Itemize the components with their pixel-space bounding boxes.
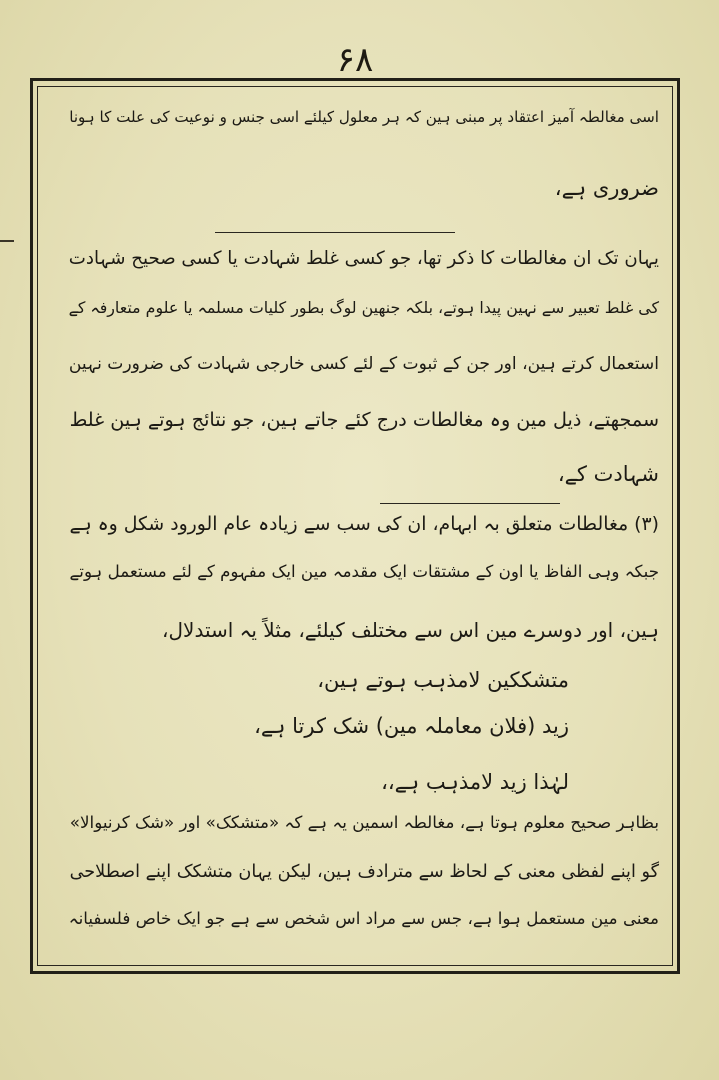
text-line: اسی مغالطہ آمیز اعتقاد پر مبنی ہین کہ ہر معلول کیلئے اسی جنس و نوعیت کی علت کا ہونا	[69, 108, 659, 126]
text-line: کی غلط تعبیر سے نہین پیدا ہوتے، بلکہ جنھین لوگ بطور کلیات مسلمہ یا علوم متعارفہ کے	[68, 298, 659, 317]
text-line: سمجھتے، ذیل مین وہ مغالطات درج کئے جاتے ہین، جو نتائج ہوتے ہین غلط	[69, 408, 659, 431]
text-line: جبکہ وہی الفاظ یا اون کے مشتقات ایک مقدمہ مین ایک مفہوم کے لئے مستعمل ہوتے	[69, 562, 659, 581]
text-line: یہان تک ان مغالطات کا ذکر تھا، جو کسی غلط شہادت یا کسی صحیح شہادت	[68, 248, 659, 269]
page-number: ۶۸	[336, 40, 374, 80]
text-line: استعمال کرتے ہین، اور جن کے ثبوت کے لئے کسی خارجی شہادت کی ضرورت نہین	[68, 354, 659, 374]
text-line: ہین، اور دوسرے مین اس سے مختلف کیلئے، مثلاً یہ استدلال،	[162, 618, 659, 642]
example-line: متشککین لامذہب ہوتے ہین،	[317, 668, 569, 692]
text-line: (۳) مغالطات متعلق بہ ابہام، ان کی سب سے زیادہ عام الورود شکل وہ ہے	[69, 514, 659, 535]
example-line: زید (فلان معاملہ مین) شک کرتا ہے،	[254, 714, 569, 738]
example-line: لہٰذا زید لامذہب ہے،،	[381, 770, 569, 794]
text-line: شہادت کے،	[557, 462, 659, 486]
margin-mark	[0, 240, 14, 242]
body-text	[68, 0, 659, 1080]
text-line: ضروری ہے،	[554, 176, 659, 200]
text-line: گو اپنے لفظی معنی کے لحاظ سے مترادف ہین، لیکن یہان متشکک اپنے اصطلاحی	[69, 862, 659, 882]
text-line: معنی مین مستعمل ہوا ہے، جس سے مراد اس شخص سے ہے جو ایک خاص فلسفیانہ	[68, 908, 659, 928]
text-line: بظاہر صحیح معلوم ہوتا ہے، مغالطہ اسمین یہ ہے کہ «متشکک» اور «شک کرنیوالا»	[69, 812, 659, 832]
